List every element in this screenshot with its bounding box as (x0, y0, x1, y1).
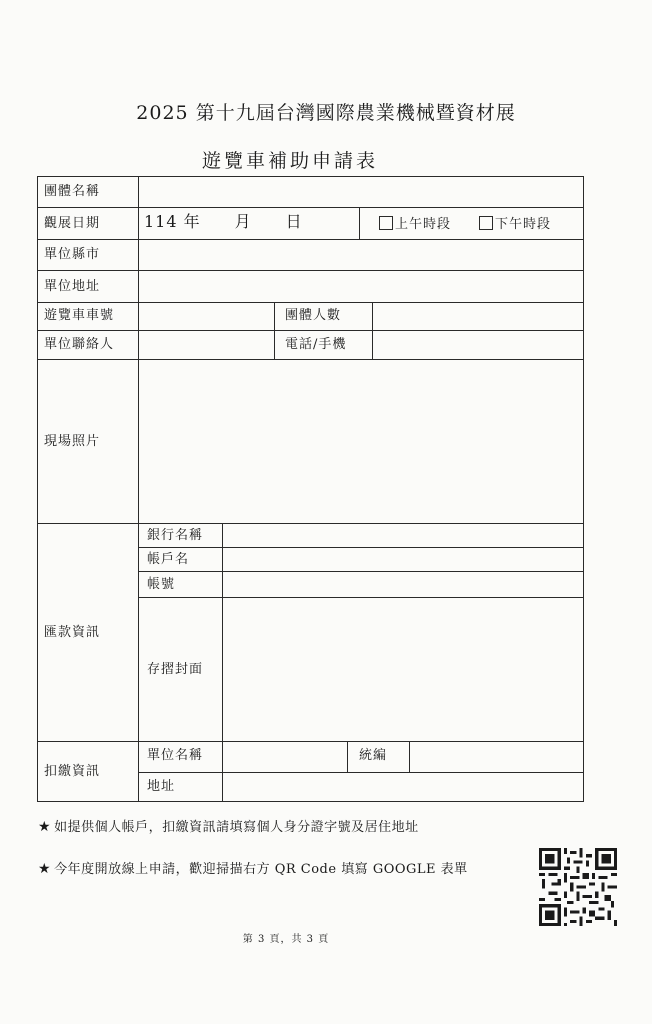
afternoon-option-label: 下午時段 (495, 217, 552, 232)
row-line (37, 207, 584, 208)
star-icon: ★ (38, 861, 52, 877)
qr-code-icon[interactable] (538, 848, 618, 926)
row-line (138, 772, 584, 773)
col-line (222, 741, 223, 802)
col-line (583, 176, 584, 802)
visit-date-value[interactable]: 114 年 月 日 (144, 212, 303, 231)
visit-date-label: 觀展日期 (44, 216, 101, 231)
col-line (222, 523, 223, 741)
tax-label: 扣繳資訊 (44, 764, 101, 779)
group-size-label: 團體人數 (285, 308, 342, 323)
unit-name-label: 單位名稱 (147, 748, 204, 763)
col-line (37, 176, 38, 802)
row-line (138, 571, 584, 572)
address-label: 單位地址 (44, 279, 101, 294)
row-line (37, 359, 584, 360)
passbook-label: 存摺封面 (147, 662, 204, 677)
row-line (138, 547, 584, 548)
row-line (37, 176, 584, 177)
note-online-application (38, 858, 468, 877)
afternoon-checkbox[interactable] (479, 216, 493, 230)
bank-name-label: 銀行名稱 (147, 528, 204, 543)
account-name-label: 帳戶名 (147, 552, 190, 567)
account-no-label: 帳號 (147, 577, 176, 592)
row-line (37, 741, 584, 742)
col-line (138, 176, 139, 802)
row-line (37, 239, 584, 240)
col-line (274, 302, 275, 359)
morning-option-label: 上午時段 (395, 217, 452, 232)
note-personal-account (38, 816, 419, 835)
phone-label: 電話/手機 (285, 337, 347, 352)
morning-checkbox[interactable] (379, 216, 393, 230)
tax-id-label: 統編 (359, 748, 388, 763)
col-line (409, 741, 410, 772)
morning-option[interactable] (379, 216, 451, 233)
row-line (37, 801, 584, 802)
note-text: 如提供個人帳戶，扣繳資訊請填寫個人身分證字號及居住地址 (54, 820, 419, 835)
row-line (37, 523, 584, 524)
col-line (347, 741, 348, 772)
row-line (138, 597, 584, 598)
bus-plate-label: 遊覽車車號 (44, 308, 115, 323)
tax-address-label: 地址 (147, 779, 176, 794)
contact-label: 單位聯絡人 (44, 337, 115, 352)
row-line (37, 270, 584, 271)
note-text: 今年度開放線上申請，歡迎掃描右方 QR Code 填寫 GOOGLE 表單 (54, 862, 468, 877)
form-title: 2025 第十九屆台灣國際農業機械暨資材展 (136, 102, 516, 124)
form-subtitle: 遊覽車補助申請表 (201, 150, 378, 172)
col-line (372, 302, 373, 359)
row-line (37, 330, 584, 331)
afternoon-option[interactable] (479, 216, 551, 233)
row-line (37, 302, 584, 303)
remit-label: 匯款資訊 (44, 625, 101, 640)
group-name-label: 團體名稱 (44, 184, 101, 199)
star-icon: ★ (38, 819, 52, 835)
col-line (359, 207, 360, 239)
county-label: 單位縣市 (44, 247, 101, 262)
page-number: 第 3 頁，共 3 頁 (242, 934, 330, 945)
photo-label: 現場照片 (44, 434, 101, 449)
